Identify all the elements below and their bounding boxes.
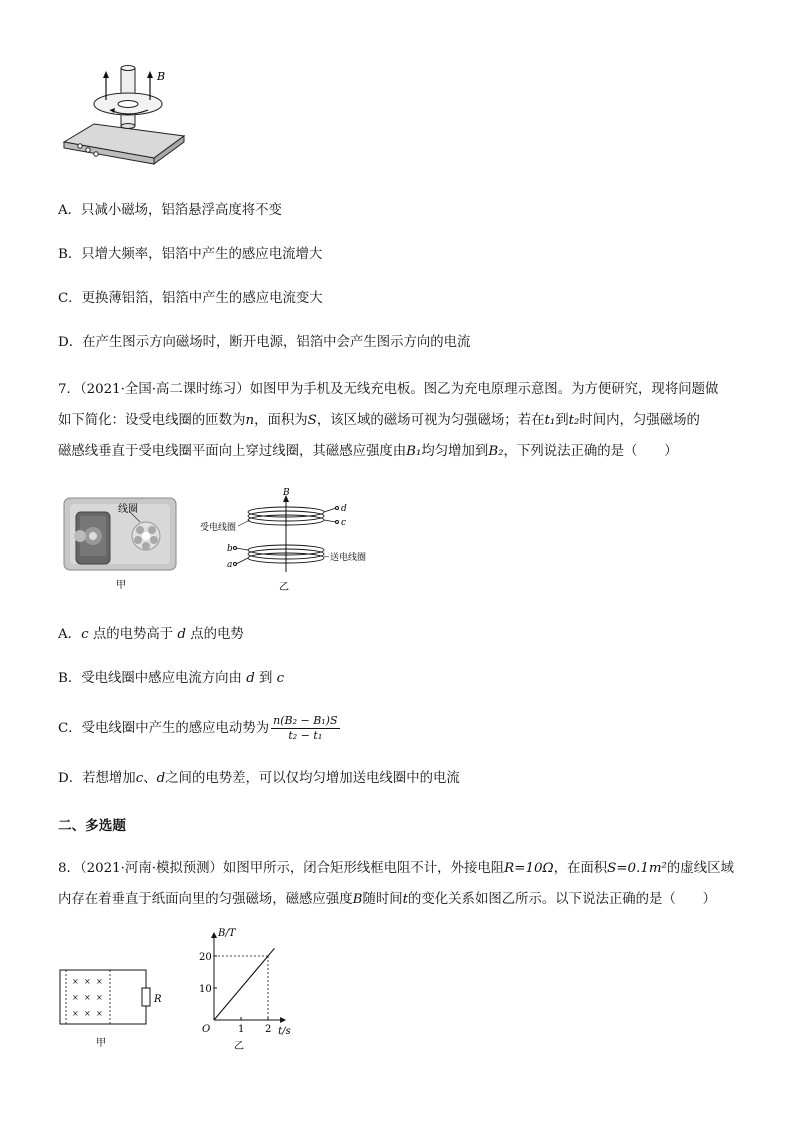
field-label-b: B bbox=[157, 70, 166, 83]
caption-jia-q8: 甲 bbox=[96, 1038, 106, 1049]
origin-label: O bbox=[202, 1024, 211, 1035]
q8-text: 8．（2021·河南·模拟预测）如图甲所示，闭合矩形线框电阻不计，外接电阻 bbox=[58, 861, 505, 876]
q6-option-d: D．在产生图示方向磁场时，断开电源，铝箔中会产生图示方向的电流 bbox=[58, 335, 471, 350]
q7-line1: 7．（2021·全国·高二课时练习）如图甲为手机及无线充电板。图乙为充电原理示意图。为方便研究，现将问题做 bbox=[58, 382, 719, 397]
series-line bbox=[214, 948, 274, 1020]
svg-text:×: × bbox=[96, 993, 103, 1002]
var-b2: B₂ bbox=[488, 444, 504, 459]
var-t1: t₁ bbox=[544, 413, 556, 428]
svg-text:×: × bbox=[72, 993, 79, 1002]
y-tick-label: 20 bbox=[199, 952, 212, 963]
q7-text: 到 bbox=[555, 413, 569, 428]
terminal-b: b bbox=[227, 544, 233, 554]
var-d: d bbox=[156, 771, 166, 786]
q8-text: 的变化关系如图乙所示。以下说法正确的是（ ） bbox=[408, 892, 716, 907]
opt-text: D．若想增加 bbox=[58, 771, 136, 786]
q7-text: 如下简化：设受电线圈的匝数为 bbox=[58, 413, 246, 428]
terminal-a: a bbox=[227, 560, 233, 570]
terminal-c: c bbox=[341, 518, 347, 528]
q7-text: ，下列说法正确的是（ ） bbox=[503, 444, 678, 459]
y-tick-label: 10 bbox=[199, 984, 212, 995]
caption-yi-q8: 乙 bbox=[234, 1041, 244, 1052]
opt-text: 到 bbox=[254, 671, 277, 686]
q7-text: ，该区域的磁场可视为匀强磁场；若在 bbox=[316, 413, 545, 428]
var-t2: t₂ bbox=[568, 413, 580, 428]
coil-diagram-figure bbox=[196, 488, 396, 594]
q8-text: 的虚线区域 bbox=[666, 861, 734, 876]
levitation-figure bbox=[58, 64, 188, 172]
emf-fraction bbox=[271, 714, 339, 743]
q8-stem bbox=[58, 853, 748, 915]
opt-text: A． bbox=[58, 627, 82, 642]
caption-jia: 甲 bbox=[116, 580, 126, 591]
var-c: c bbox=[81, 627, 89, 642]
fraction-denominator: t₂ − t₁ bbox=[288, 729, 323, 742]
y-axis-arrow bbox=[211, 932, 217, 938]
section-heading-multi-choice: 二、多选题 bbox=[58, 818, 126, 834]
q6-option-a: A．只减小磁场，铝箔悬浮高度将不变 bbox=[58, 203, 282, 218]
var-t: t bbox=[402, 892, 408, 907]
q7-text: 磁感线垂直于受电线圈平面向上穿过线圈，其磁感应强度由 bbox=[58, 444, 407, 459]
q8-text: ，在面积 bbox=[553, 861, 608, 876]
bt-chart bbox=[192, 924, 312, 1054]
opt-text: 之间的电势差，可以仅均匀增加送电线圈中的电流 bbox=[165, 771, 460, 786]
opt-text: 点的电势高于 bbox=[88, 627, 178, 642]
opt-text: C．受电线圈中产生的感应电动势为 bbox=[58, 721, 270, 736]
q7-option-d bbox=[58, 768, 460, 790]
svg-text:×: × bbox=[72, 977, 79, 986]
var-n: n bbox=[245, 413, 255, 428]
opt-text: B．受电线圈中感应电流方向由 bbox=[58, 671, 247, 686]
y-axis-label: B/T bbox=[218, 928, 236, 939]
svg-text:×: × bbox=[84, 1009, 91, 1018]
svg-text:×: × bbox=[84, 993, 91, 1002]
q7-text: 时间内，匀强磁场的 bbox=[579, 413, 700, 428]
terminal-d: d bbox=[341, 504, 347, 514]
var-c: c bbox=[276, 671, 285, 686]
coil-label: 线圈 bbox=[118, 504, 138, 515]
q6-option-c: C．更换薄铝箔，铝箔中产生的感应电流变大 bbox=[58, 291, 323, 306]
svg-text:×: × bbox=[96, 1009, 103, 1018]
var-c: c bbox=[135, 771, 144, 786]
q7-option-b bbox=[58, 668, 284, 690]
svg-text:×: × bbox=[84, 977, 91, 986]
var-d: d bbox=[177, 627, 186, 642]
var-r: R=10Ω bbox=[504, 861, 554, 876]
var-b1: B₁ bbox=[406, 444, 422, 459]
send-coil-label: 送电线圈 bbox=[330, 553, 367, 563]
opt-text: 点的电势 bbox=[186, 627, 244, 642]
q7-option-a bbox=[58, 624, 244, 646]
x-tick-label: 2 bbox=[265, 1024, 272, 1035]
svg-text:×: × bbox=[72, 1009, 79, 1018]
axis-label-b: B bbox=[283, 488, 290, 498]
receive-coil-label: 受电线圈 bbox=[200, 523, 237, 533]
var-s: S=0.1m² bbox=[607, 861, 667, 876]
q8-text: 随时间 bbox=[362, 892, 403, 907]
var-b: B bbox=[352, 892, 363, 907]
opt-text: 、 bbox=[143, 771, 157, 786]
x-tick-label: 1 bbox=[238, 1024, 245, 1035]
q6-option-b: B．只增大频率，铝箔中产生的感应电流增大 bbox=[58, 247, 323, 262]
q8-text: 内存在着垂直于纸面向里的匀强磁场，磁感应强度 bbox=[58, 892, 353, 907]
var-s: S bbox=[307, 413, 317, 428]
q7-text: 均匀增加到 bbox=[421, 444, 489, 459]
svg-text:×: × bbox=[96, 977, 103, 986]
fraction-numerator: n(B₂ − B₁)S bbox=[273, 714, 338, 727]
caption-yi: 乙 bbox=[279, 582, 289, 593]
x-axis-arrow bbox=[280, 1017, 286, 1023]
q7-stem bbox=[58, 374, 748, 467]
resistor-label: R bbox=[154, 994, 162, 1005]
var-d: d bbox=[246, 671, 255, 686]
q7-text: ，面积为 bbox=[254, 413, 308, 428]
charging-pad-figure bbox=[62, 496, 180, 596]
x-axis-label: t/s bbox=[278, 1026, 291, 1037]
circuit-figure bbox=[58, 964, 170, 1054]
q7-option-c bbox=[58, 714, 340, 743]
